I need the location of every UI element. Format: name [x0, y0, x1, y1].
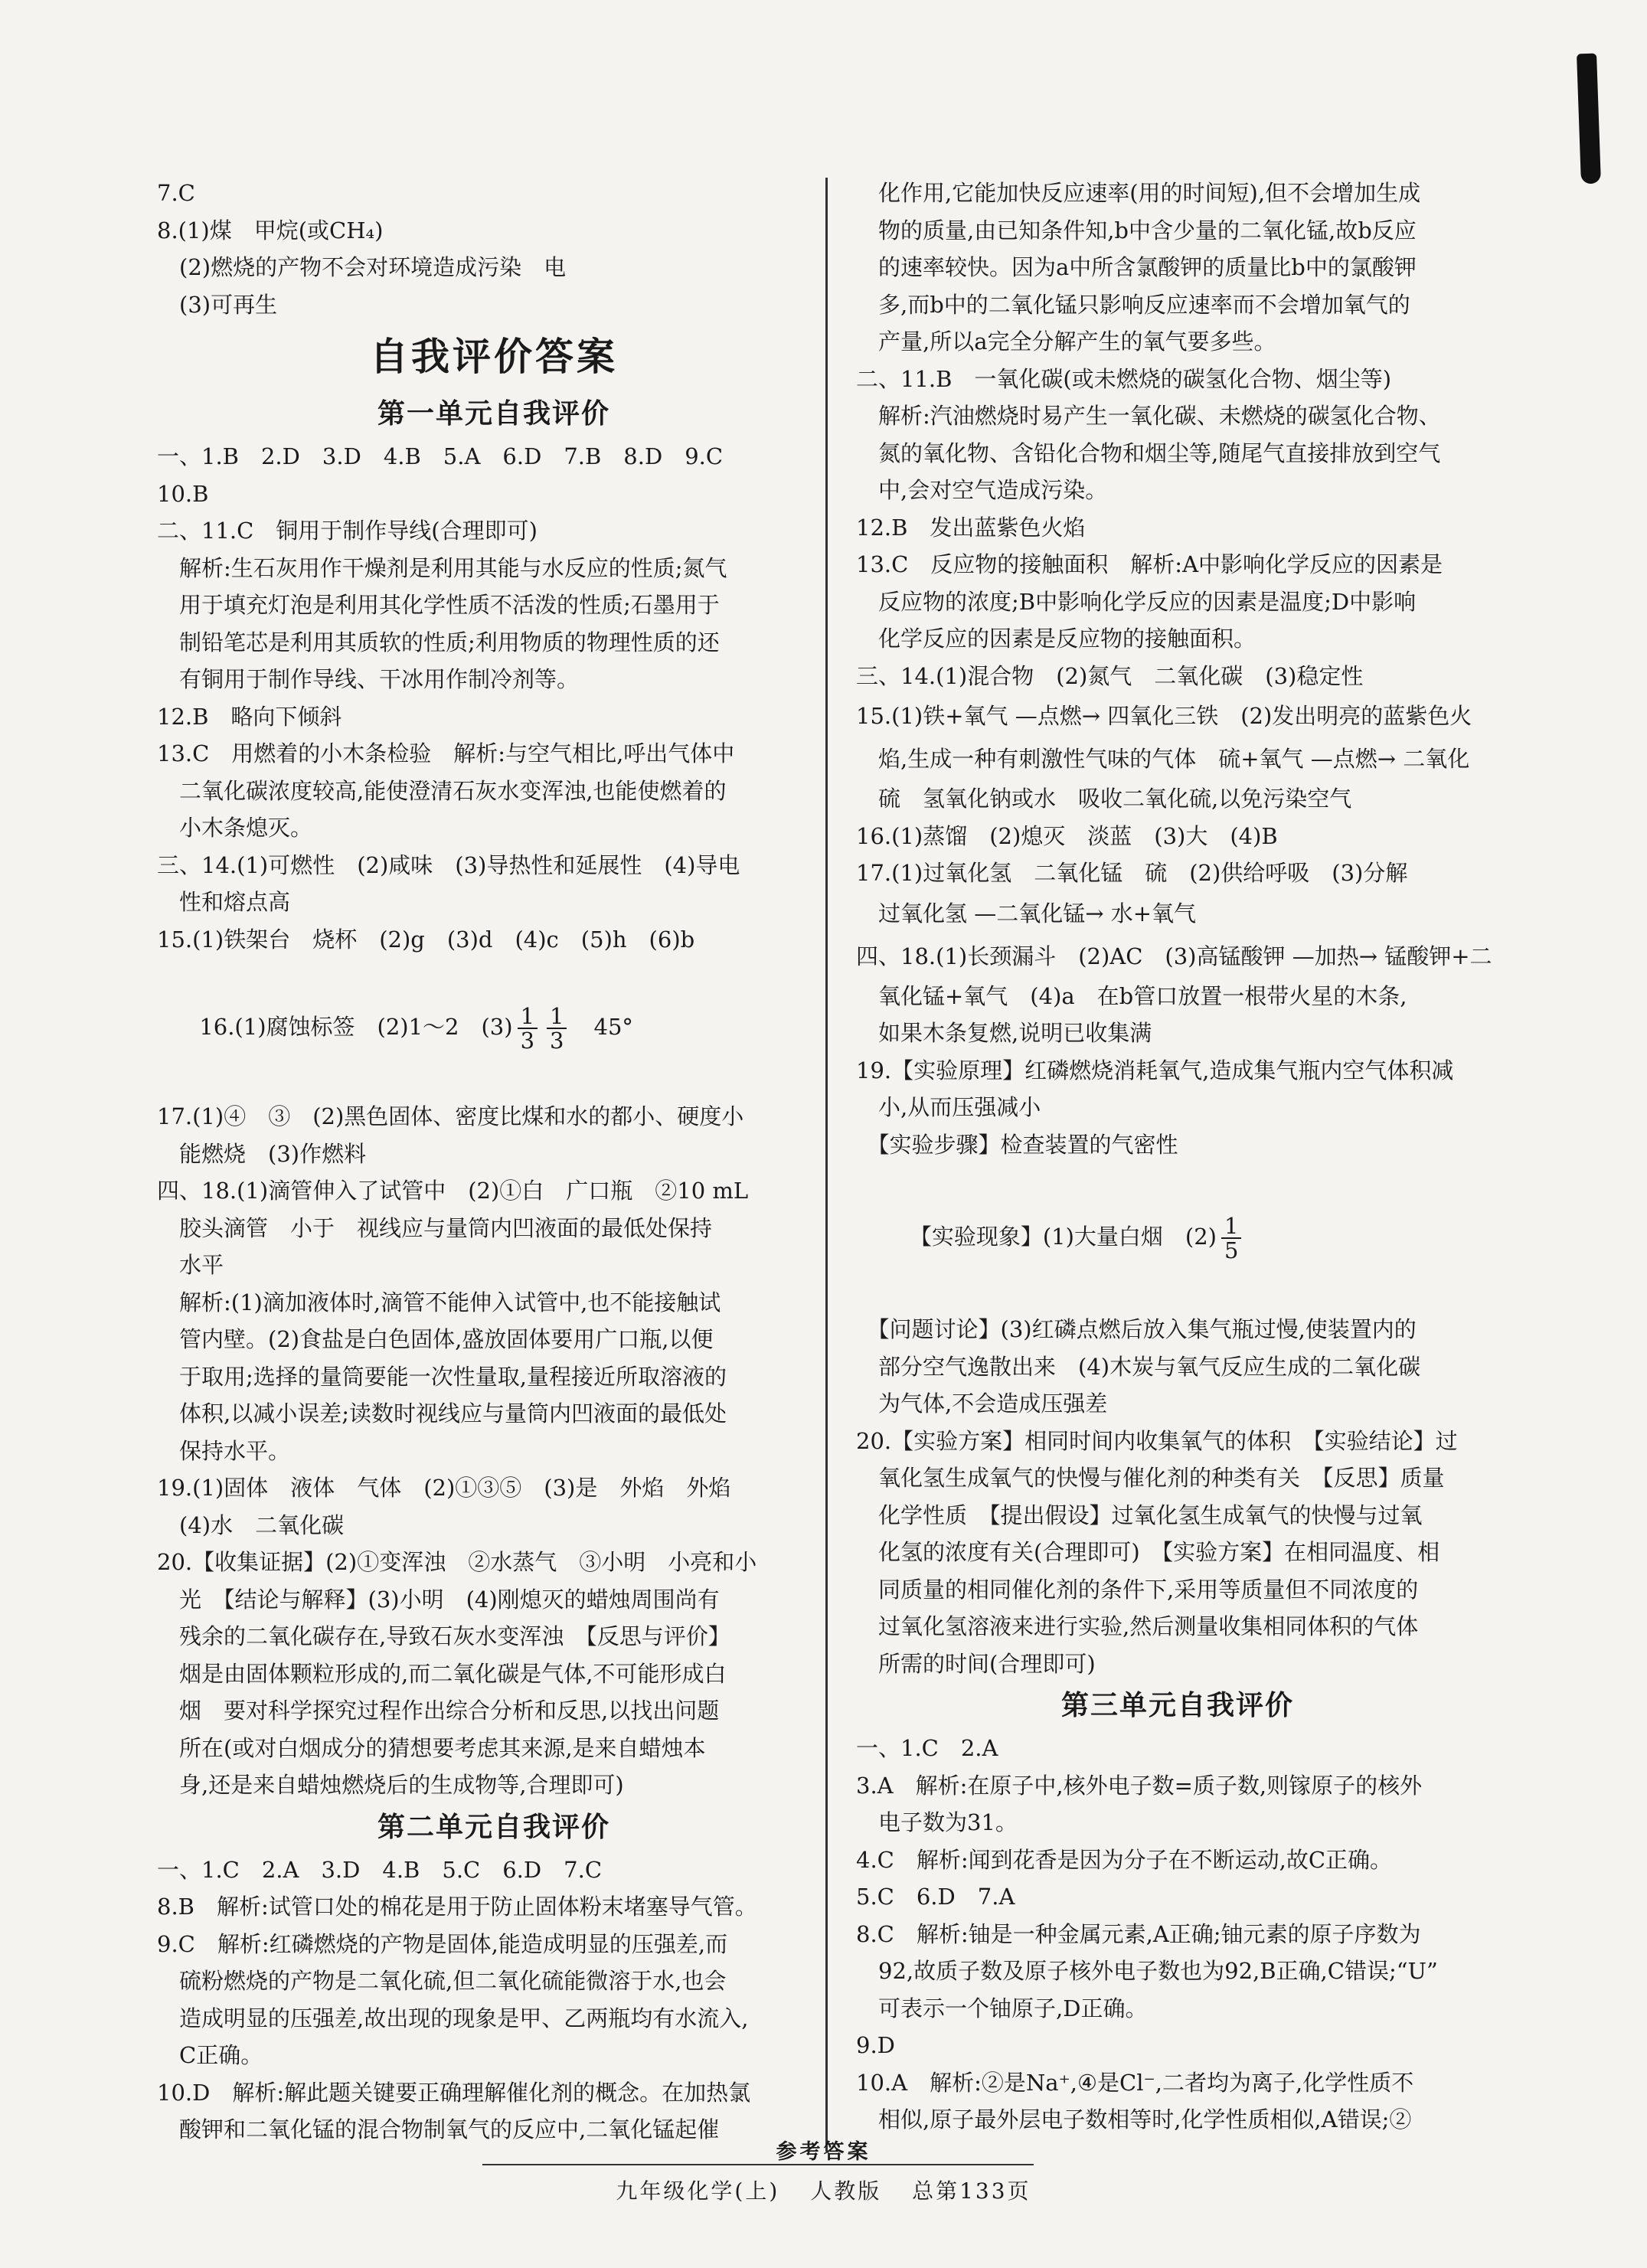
fraction-denominator: 3: [550, 1028, 564, 1054]
fraction-denominator: 5: [1224, 1237, 1239, 1263]
answer-line: 焰,生成一种有刺激性气味的气体 硫+氧气 —点燃→ 二氧化: [856, 746, 1470, 772]
page-corner-mark: [1577, 54, 1601, 185]
answer-line: 光 【结论与解释】(3)小明 (4)刚熄灭的蜡烛周围尚有: [157, 1586, 720, 1613]
answer-line: (4)水 二氧化碳: [157, 1511, 345, 1538]
fraction-denominator: 3: [520, 1028, 535, 1054]
answer-line: 硫 氢氧化钠或水 吸收二氧化硫,以免污染空气: [856, 786, 1352, 812]
answer-line: 电子数为31。: [856, 1809, 1018, 1835]
answer-line: 10.A 解析:②是Na⁺,④是Cl⁻,二者均为离子,化学性质不: [856, 2069, 1414, 2096]
answer-line: 7.C: [157, 180, 195, 206]
answer-line: C正确。: [157, 2042, 263, 2068]
answer-line: 二、11.C 铜用于制作导线(合理即可): [157, 518, 538, 544]
answer-line: 3.A 解析:在原子中,核外电子数=质子数,则镓原子的核外: [856, 1772, 1423, 1799]
answer-line: 管内壁。(2)食盐是白色固体,盛放固体要用广口瓶,以便: [157, 1326, 714, 1352]
answer-line: 一、1.C 2.A: [856, 1735, 998, 1761]
answer-line: 8.C 解析:铀是一种金属元素,A正确;铀元素的原子序数为: [856, 1920, 1421, 1947]
fraction: [1221, 1214, 1241, 1262]
answer-line: 小木条熄灭。: [157, 815, 313, 841]
unit3-heading: 第三单元自我评价: [1060, 1690, 1294, 1721]
answer-line: 9.C 解析:红磷燃烧的产物是固体,能造成明显的压强差,而: [157, 1930, 728, 1957]
footer-grade: 九年级化学(上): [616, 2178, 780, 2204]
answer-line: 所在(或对白烟成分的猜想要考虑其来源,是来自蜡烛本: [157, 1734, 706, 1761]
fraction-numerator: 1: [1221, 1214, 1241, 1239]
footer-label: 参考答案: [776, 2140, 871, 2164]
fraction: [518, 1005, 538, 1052]
answer-line: 残余的二氧化碳存在,导致石灰水变浑浊 【反思与评价】: [157, 1623, 730, 1649]
answer-line: 8.(1)煤 甲烷(或CH₄): [157, 217, 384, 243]
answer-line: 二、11.B 一氧化碳(或未燃烧的碳氢化合物、烟尘等): [856, 365, 1392, 392]
answer-line: 四、18.(1)滴管伸入了试管中 (2)①白 广口瓶 ②10 mL: [157, 1178, 749, 1204]
footer-edition: 人教版: [810, 2178, 882, 2204]
answer-line: 部分空气逸散出来 (4)木炭与氧气反应生成的二氧化碳: [856, 1353, 1421, 1380]
answer-line-q19-phenomenon: [856, 1163, 1499, 1311]
answer-line: 4.C 解析:闻到花香是因为分子在不断运动,故C正确。: [856, 1846, 1393, 1873]
q19-prefix: 【实验现象】(1)大量白烟 (2): [898, 1224, 1217, 1250]
answer-line: 化氢的浓度有关(合理即可) 【实验方案】在相同温度、相: [856, 1539, 1440, 1565]
answer-line: 氧化氢生成氧气的快慢与催化剂的种类有关 【反思】质量: [856, 1465, 1445, 1491]
answer-line: 硫粉燃烧的产物是二氧化硫,但二氧化硫能微溶于水,也会: [157, 1968, 727, 1994]
unit1-heading: 第一单元自我评价: [377, 398, 610, 430]
answer-line: 四、18.(1)长颈漏斗 (2)AC (3)高锰酸钾 —加热→ 锰酸钾+二: [856, 943, 1492, 969]
answer-line: 水平: [157, 1252, 224, 1278]
answer-line: 19.(1)固体 液体 气体 (2)①③⑤ (3)是 外焰 外焰: [157, 1475, 731, 1501]
answer-line: 化学性质 【提出假设】过氧化氢生成氧气的快慢与过氧: [856, 1502, 1423, 1528]
answer-line: 可表示一个铀原子,D正确。: [856, 1995, 1148, 2021]
answer-line: 解析:(1)滴加液体时,滴管不能伸入试管中,也不能接触试: [157, 1289, 721, 1315]
answer-line: 15.(1)铁+氧气 —点燃→ 四氧化三铁 (2)发出明亮的蓝紫色火: [856, 703, 1472, 729]
answer-line: 所需的时间(合理即可): [856, 1650, 1096, 1677]
answer-line: 身,还是来自蜡烛燃烧后的生成物等,合理即可): [157, 1772, 624, 1798]
answer-line: 12.B 发出蓝紫色火焰: [856, 514, 1086, 541]
answer-line: 为气体,不会造成压强差: [856, 1391, 1108, 1417]
answer-line: 同质量的相同催化剂的条件下,采用等质量但不同浓度的: [856, 1576, 1419, 1603]
answer-line: 氧化锰+氧气 (4)a 在b管口放置一根带火星的木条,: [856, 982, 1407, 1009]
fraction-numerator: 1: [518, 1005, 538, 1029]
answer-line: 有铜用于制作导线、干冰用作制冷剂等。: [157, 666, 580, 692]
answer-line: 化作用,它能加快反应速率(用的时间短),但不会增加生成: [856, 180, 1421, 206]
answer-line: (3)可再生: [157, 291, 278, 318]
answer-line: 相似,原子最外层电子数相等时,化学性质相似,A错误;②: [856, 2106, 1412, 2132]
answer-line: 8.B 解析:试管口处的棉花是用于防止固体粉末堵塞导气管。: [157, 1894, 757, 1920]
answer-line: 的速率较快。因为a中所含氯酸钾的质量比b中的氯酸钾: [856, 254, 1417, 280]
answer-line: 三、14.(1)可燃性 (2)咸味 (3)导热性和延展性 (4)导电: [157, 851, 740, 878]
q16-prefix: 16.(1)腐蚀标签 (2)1～2 (3): [199, 1014, 513, 1040]
answer-line: 保持水平。: [157, 1437, 291, 1464]
answer-line: 反应物的浓度;B中影响化学反应的因素是温度;D中影响: [856, 588, 1417, 615]
fraction-numerator: 1: [547, 1005, 567, 1029]
answer-line: 9.D: [856, 2032, 895, 2058]
answer-line: 解析:汽油燃烧时易产生一氧化碳、未燃烧的碳氢化合物、: [856, 403, 1441, 429]
q16-suffix: 45°: [593, 1014, 633, 1040]
answer-line: 用于填充灯泡是利用其化学性质不活泼的性质;石墨用于: [157, 592, 720, 618]
answer-line: 胶头滴管 小于 视线应与量筒内凹液面的最低处保持: [157, 1214, 713, 1241]
answer-line: 5.C 6.D 7.A: [856, 1884, 1015, 1910]
answer-line: 性和熔点高: [157, 889, 291, 915]
answer-line: 12.B 略向下倾斜: [157, 703, 342, 730]
answer-line: 中,会对空气造成污染。: [856, 477, 1108, 503]
fraction: [547, 1005, 567, 1052]
answer-line: 13.C 反应物的接触面积 解析:A中影响化学反应的因素是: [856, 551, 1443, 577]
left-column: [157, 175, 831, 2149]
answer-line: 如果木条复燃,说明已收集满: [856, 1020, 1152, 1046]
answer-line: 三、14.(1)混合物 (2)氮气 二氧化碳 (3)稳定性: [856, 662, 1364, 689]
answer-line: 16.(1)蒸馏 (2)熄灭 淡蓝 (3)大 (4)B: [856, 822, 1278, 849]
answer-line: 17.(1)过氧化氢 二氧化锰 硫 (2)供给呼吸 (3)分解: [856, 860, 1408, 886]
answer-line: 氮的氧化物、含铅化合物和烟尘等,随尾气直接排放到空气: [856, 440, 1441, 466]
answer-line: 体积,以减小误差;读数时视线应与量筒内凹液面的最低处: [157, 1400, 727, 1426]
answer-line-q16: [157, 958, 831, 1098]
answer-line: 一、1.B 2.D 3.D 4.B 5.A 6.D 7.B 8.D 9.C: [157, 443, 724, 469]
page-title: 自我评价答案: [370, 335, 618, 379]
unit2-heading: 第二单元自我评价: [377, 1811, 610, 1843]
answer-line: 17.(1)④ ③ (2)黑色固体、密度比煤和水的都小、硬度小: [157, 1103, 744, 1129]
answer-line: 19.【实验原理】红磷燃烧消耗氧气,造成集气瓶内空气体积减: [856, 1057, 1454, 1083]
answer-line: 物的质量,由已知条件知,b中含少量的二氧化锰,故b反应: [856, 217, 1417, 243]
answer-line: 二氧化碳浓度较高,能使澄清石灰水变浑浊,也能使燃着的: [157, 777, 727, 804]
answer-line: 造成明显的压强差,故出现的现象是甲、乙两瓶均有水流入,: [157, 2005, 749, 2031]
answer-line: 产量,所以a完全分解产生的氧气要多些。: [856, 328, 1276, 355]
answer-line: 多,而b中的二氧化锰只影响反应速率而不会增加氧气的: [856, 291, 1410, 318]
answer-line: 10.D 解析:解此题关键要正确理解催化剂的概念。在加热氯: [157, 2079, 751, 2106]
answer-line: 能燃烧 (3)作燃料: [157, 1140, 367, 1167]
answer-line: 15.(1)铁架台 烧杯 (2)g (3)d (4)c (5)h (6)b: [157, 926, 695, 953]
answer-line: 制铅笔芯是利用其质软的性质;利用物质的物理性质的还: [157, 629, 720, 655]
answer-line: 酸钾和二氧化锰的混合物制氧气的反应中,二氧化锰起催: [157, 2116, 720, 2142]
answer-line: 小,从而压强减小: [856, 1094, 1041, 1120]
answer-line: 20.【实验方案】相同时间内收集氧气的体积 【实验结论】过: [856, 1427, 1458, 1454]
answer-line: 化学反应的因素是反应物的接触面积。: [856, 626, 1256, 652]
answer-line: 于取用;选择的量筒要能一次性量取,量程接近所取溶液的: [157, 1363, 727, 1390]
footer-rule: [482, 2164, 1034, 2165]
answer-line: 一、1.C 2.A 3.D 4.B 5.C 6.D 7.C: [157, 1856, 603, 1883]
answer-line: 92,故质子数及原子核外电子数也为92,B正确,C错误;“U”: [856, 1958, 1438, 1984]
footer-info: [0, 2175, 1647, 2205]
answer-line: 10.B: [157, 480, 209, 507]
answer-line: 过氧化氢 —二氧化锰→ 水+氧气: [856, 900, 1197, 926]
footer-page-number: 总第133页: [912, 2178, 1031, 2204]
answer-line: 解析:生石灰用作干燥剂是利用其能与水反应的性质;氮气: [157, 554, 727, 581]
answer-line: 20.【收集证据】(2)①变浑浊 ②水蒸气 ③小明 小亮和小: [157, 1549, 757, 1575]
answer-line: 【问题讨论】(3)红磷点燃后放入集气瓶过慢,使装置内的: [856, 1316, 1417, 1342]
answer-line: 烟是由固体颗粒形成的,而二氧化碳是气体,不可能形成白: [157, 1660, 727, 1687]
answer-line: 【实验步骤】检查装置的气密性: [856, 1131, 1178, 1158]
answer-line: 过氧化氢溶液来进行实验,然后测量收集相同体积的气体: [856, 1613, 1419, 1639]
right-column: [856, 175, 1499, 2139]
answer-line: 烟 要对科学探究过程作出综合分析和反思,以找出问题: [157, 1698, 720, 1724]
answer-line: 13.C 用燃着的小木条检验 解析:与空气相比,呼出气体中: [157, 740, 735, 766]
answer-line: (2)燃烧的产物不会对环境造成污染 电: [157, 254, 567, 280]
